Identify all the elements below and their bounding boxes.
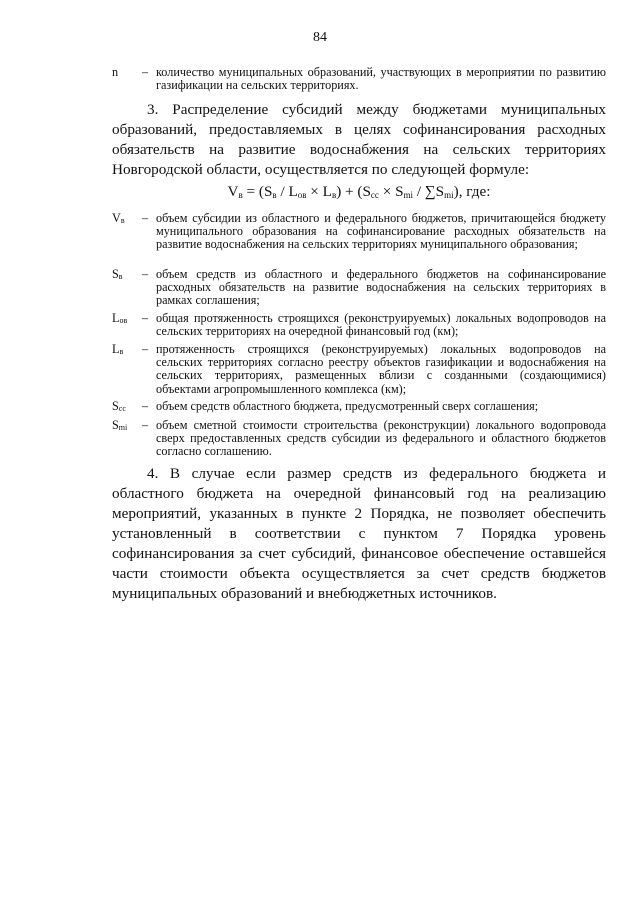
- formula-sub: в: [272, 190, 277, 200]
- formula-part: ) + (S: [336, 183, 371, 200]
- formula-part: ), где:: [453, 183, 491, 200]
- definition-symbol: $L_в$: [112, 342, 124, 356]
- formula-sub: mi: [403, 190, 414, 200]
- top-definition: [112, 66, 606, 92]
- definition-text: общая протяженность строящихся (реконструируемых) локальных водопроводов на сельских территориях на очередной финансовый год (км);: [156, 311, 606, 339]
- definition-item: [112, 400, 606, 413]
- definition-dash: –: [142, 418, 149, 432]
- formula-part: × S: [378, 183, 404, 200]
- definition-item: [112, 419, 606, 459]
- definition-item: [112, 268, 606, 308]
- definition-dash: –: [142, 267, 149, 281]
- definition-text: объем средств областного бюджета, предусмотренный сверх соглашения;: [156, 399, 539, 413]
- definition-text: объем средств из областного и федерального бюджетов на софинансирование расходных обязательств на развитие водоснабжения на сельских территориях в рамках соглашения;: [156, 267, 606, 308]
- definition-text: объем субсидии из областного и федерального бюджетов, причитающейся бюджету муниципального образования на софинансирование расходных обязательств на развитие водоснабжения на сельских территориях муниципального образования;: [156, 211, 606, 252]
- formula-sub: ов: [297, 190, 307, 200]
- definition-text: количество муниципальных образований, участвующих в мероприятии по развитию газификации на сельских территориях.: [156, 65, 606, 93]
- definition-symbol: n: [112, 65, 119, 79]
- formula-sub: в: [238, 190, 243, 200]
- formula-part: × L: [306, 183, 332, 200]
- formula: [112, 182, 606, 202]
- definition-symbol: $S_{mi}$: [112, 418, 128, 432]
- formula-part: = (S: [242, 183, 273, 200]
- formula-part: / ∑S: [413, 183, 445, 200]
- definition-symbol: $S_в$: [112, 267, 123, 281]
- definition-dash: –: [142, 311, 149, 325]
- definition-symbol: $V_в$: [112, 211, 125, 225]
- formula-sub: cc: [370, 190, 379, 200]
- formula-sub: mi: [444, 190, 454, 200]
- definition-dash: –: [142, 211, 149, 225]
- paragraph-3: 3. Распределение субсидий между бюджетами муниципальных образований, предоставляемых в целях софинансирования расходных обязательств на развитие водоснабжения на сельских территориях Новгородской области, осуществляется по следующей формуле:: [112, 101, 606, 178]
- definition-symbol: $L_{ов}$: [112, 311, 128, 325]
- definition-item: [112, 343, 606, 396]
- formula-part: / L: [276, 183, 298, 200]
- formula-sub: в: [331, 190, 337, 200]
- definition-text: объем сметной стоимости строительства (реконструкции) локального водопровода сверх предоставленных средств субсидии из федерального и областного бюджетов согласно соглашению.: [156, 418, 606, 459]
- formula-part: V: [227, 183, 239, 200]
- definition-dash: –: [142, 399, 149, 413]
- paragraph-4: 4. В случае если размер средств из федерального бюджета и областного бюджета на очередной финансовый год на реализацию мероприятий, указанных в пункте 2 Порядка, не позволяет обеспечить установленный в соответствии с пунктом 7 Порядка уровень софинансирования за счет субсидий, финансовое обеспечение оставшейся части стоимости объекта осуществляется за счет средств бюджетов муниципальных образований и внебюджетных источников.: [112, 465, 606, 602]
- definition-dash: –: [142, 65, 149, 79]
- page-number: 84: [313, 30, 327, 45]
- definition-text: протяженность строящихся (реконструируемых) локальных водопроводов на сельских территориях согласно реестру объектов газификации и водоснабжения на сельских территориях, размещенных вблизи с созданными (создающимися) объектами агропромышленного комплекса (км);: [156, 342, 606, 396]
- definition-item: [112, 312, 606, 338]
- definition-item: [112, 66, 606, 92]
- definition-symbol: $S_{cc}$: [112, 399, 126, 413]
- definition-dash: –: [142, 342, 149, 356]
- definition-item: [112, 212, 606, 252]
